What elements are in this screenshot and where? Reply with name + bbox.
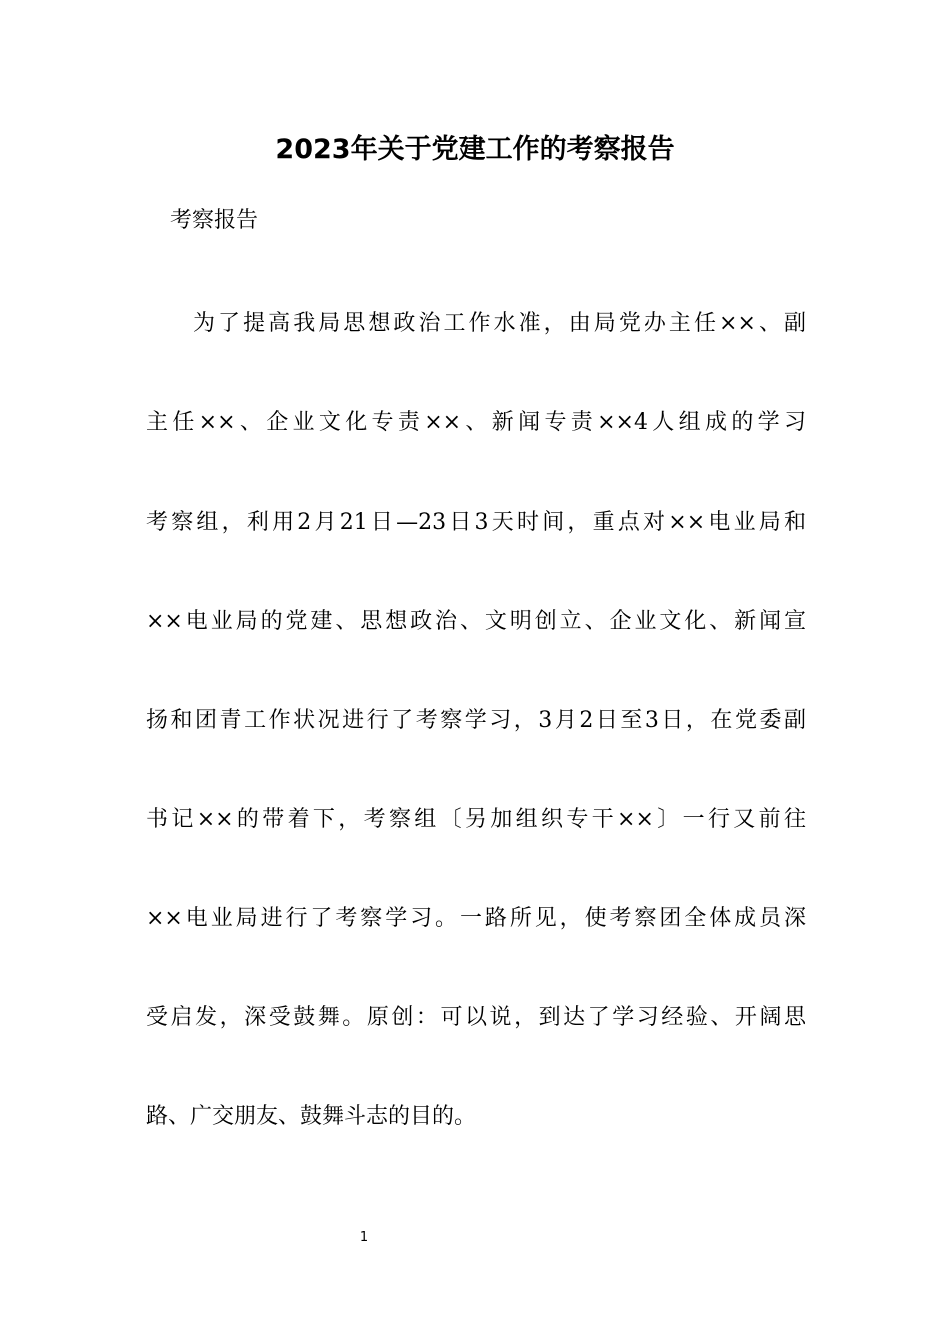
document-subtitle: 考察报告 (170, 208, 259, 233)
page-number: 1 (359, 1230, 369, 1245)
paragraph-line-2: 主任××、企业文化专责××、新闻专责××4人组成的学习 (146, 410, 806, 435)
paragraph-line-5: 扬和团青工作状况进行了考察学习，3月2日至3日，在党委副 (146, 708, 806, 733)
paragraph-line-3: 考察组，利用2月21日—23日3天时间，重点对××电业局和 (146, 510, 806, 535)
paragraph-line-7: ××电业局进行了考察学习。一路所见，使考察团全体成员深 (146, 906, 806, 931)
paragraph-line-8: 受启发，深受鼓舞。原创：可以说，到达了学习经验、开阔思 (146, 1005, 806, 1030)
document-title: 2023年关于党建工作的考察报告 (275, 134, 675, 165)
paragraph-line-9: 路、广交朋友、鼓舞斗志的目的。 (146, 1104, 477, 1129)
paragraph-line-6: 书记××的带着下，考察组〔另加组织专干××〕一行又前往 (146, 807, 806, 832)
paragraph-line-4: ××电业局的党建、思想政治、文明创立、企业文化、新闻宣 (146, 609, 806, 634)
paragraph-line-1: 为了提高我局思想政治工作水准，由局党办主任××、副 (193, 311, 806, 336)
